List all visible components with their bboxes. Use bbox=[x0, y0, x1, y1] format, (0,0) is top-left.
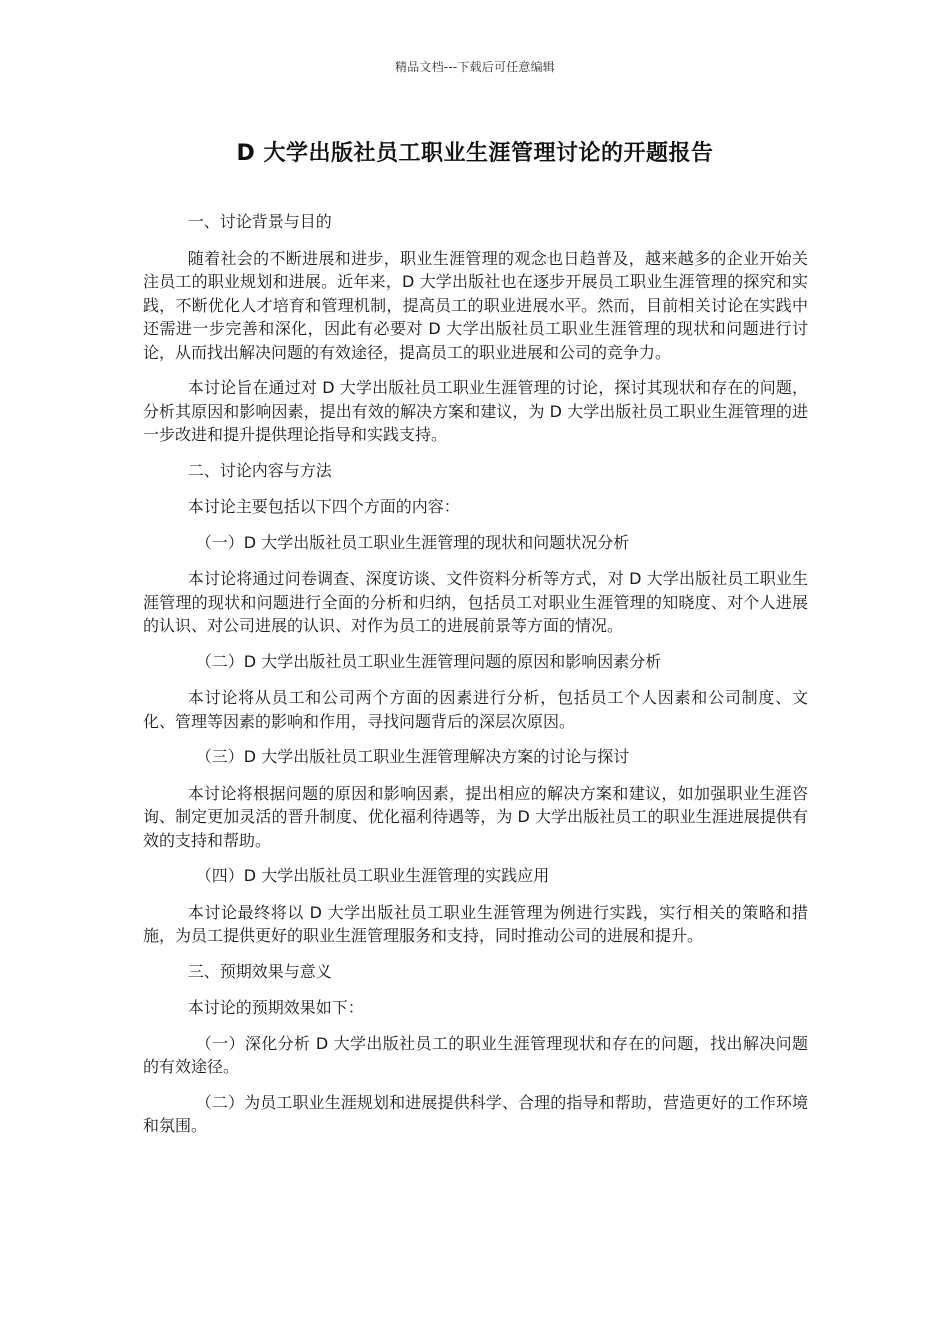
subheading-practice-application: （四）D 大学出版社员工职业生涯管理的实践应用 bbox=[195, 866, 550, 885]
expected-item-1: （一）深化分析 D 大学出版社员工的职业生涯管理现状和存在的问题，找出解决问题的有效途径。 bbox=[143, 1033, 808, 1076]
expected-item-2: （二）为员工职业生涯规划和进展提供科学、合理的指导和帮助，营造更好的工作环境和氛围。 bbox=[143, 1092, 808, 1135]
paragraph-status-analysis: 本讨论将通过问卷调查、深度访谈、文件资料分析等方式，对 D 大学出版社员工职业生涯管理的现状和问题进行全面的分析和归纳，包括员工对职业生涯管理的知晓度、对个人进展的认识、对公司进展的认识、对作为员工的进展前景等方面的情况。 bbox=[143, 569, 808, 635]
paragraph-background-2: 本讨论旨在通过对 D 大学出版社员工职业生涯管理的讨论，探讨其现状和存在的问题，分析其原因和影响因素，提出有效的解决方案和建议，为 D 大学出版社员工职业生涯管理的进一步改进和提升提供理论指导和实践支持。 bbox=[143, 378, 808, 444]
paragraph-cause-analysis: 本讨论将从员工和公司两个方面的因素进行分析，包括员工个人因素和公司制度、文化、管理等因素的影响和作用，寻找问题背后的深层次原因。 bbox=[143, 688, 808, 731]
subheading-status-analysis: （一）D 大学出版社员工职业生涯管理的现状和问题状况分析 bbox=[195, 532, 630, 552]
subheading-cause-analysis: （二）D 大学出版社员工职业生涯管理问题的原因和影响因素分析 bbox=[195, 651, 662, 671]
document-body bbox=[143, 210, 808, 1150]
paragraph-background-1: 随着社会的不断进展和进步，职业生涯管理的观念也日趋普及，越来越多的企业开始关注员工的职业规划和进展。近年来，D 大学出版社也在逐步开展员工职业生涯管理的探究和实践，不断优化人才培育和管理机制，提高员工的职业进展水平。然而，目前相关讨论在实践中还需进一步完善和深化，因此有必要对 D 大学出版社员工职业生涯管理的现状和问题进行讨论，从而找出解决问题的有效途径，提高员工的职业进展和公司的竞争力。 bbox=[143, 248, 808, 362]
paragraph-practice-application: 本讨论最终将以 D 大学出版社员工职业生涯管理为例进行实践，实行相关的策略和措施，为员工提供更好的职业生涯管理服务和支持，同时推动公司的进展和提升。 bbox=[143, 902, 808, 945]
subheading-solution-discussion: （三）D 大学出版社员工职业生涯管理解决方案的讨论与探讨 bbox=[195, 747, 630, 766]
section-heading-background: 一、讨论背景与目的 bbox=[187, 212, 332, 231]
document-title: D 大学出版社员工职业生涯管理讨论的开题报告 bbox=[236, 141, 714, 166]
section-heading-content-method: 二、讨论内容与方法 bbox=[187, 460, 332, 480]
paragraph-expected-intro: 本讨论的预期效果如下： bbox=[187, 998, 364, 1017]
section-heading-expected-effect: 三、预期效果与意义 bbox=[187, 961, 332, 981]
header-note: 精品文档---下载后可任意编辑 bbox=[395, 60, 555, 74]
paragraph-content-intro: 本讨论主要包括以下四个方面的内容： bbox=[187, 497, 460, 516]
paragraph-solution-discussion: 本讨论将根据问题的原因和影响因素，提出相应的解决方案和建议，如加强职业生涯咨询、制定更加灵活的晋升制度、优化福利待遇等，为 D 大学出版社员工的职业生涯进展提供有效的支持和帮助。 bbox=[143, 783, 808, 850]
